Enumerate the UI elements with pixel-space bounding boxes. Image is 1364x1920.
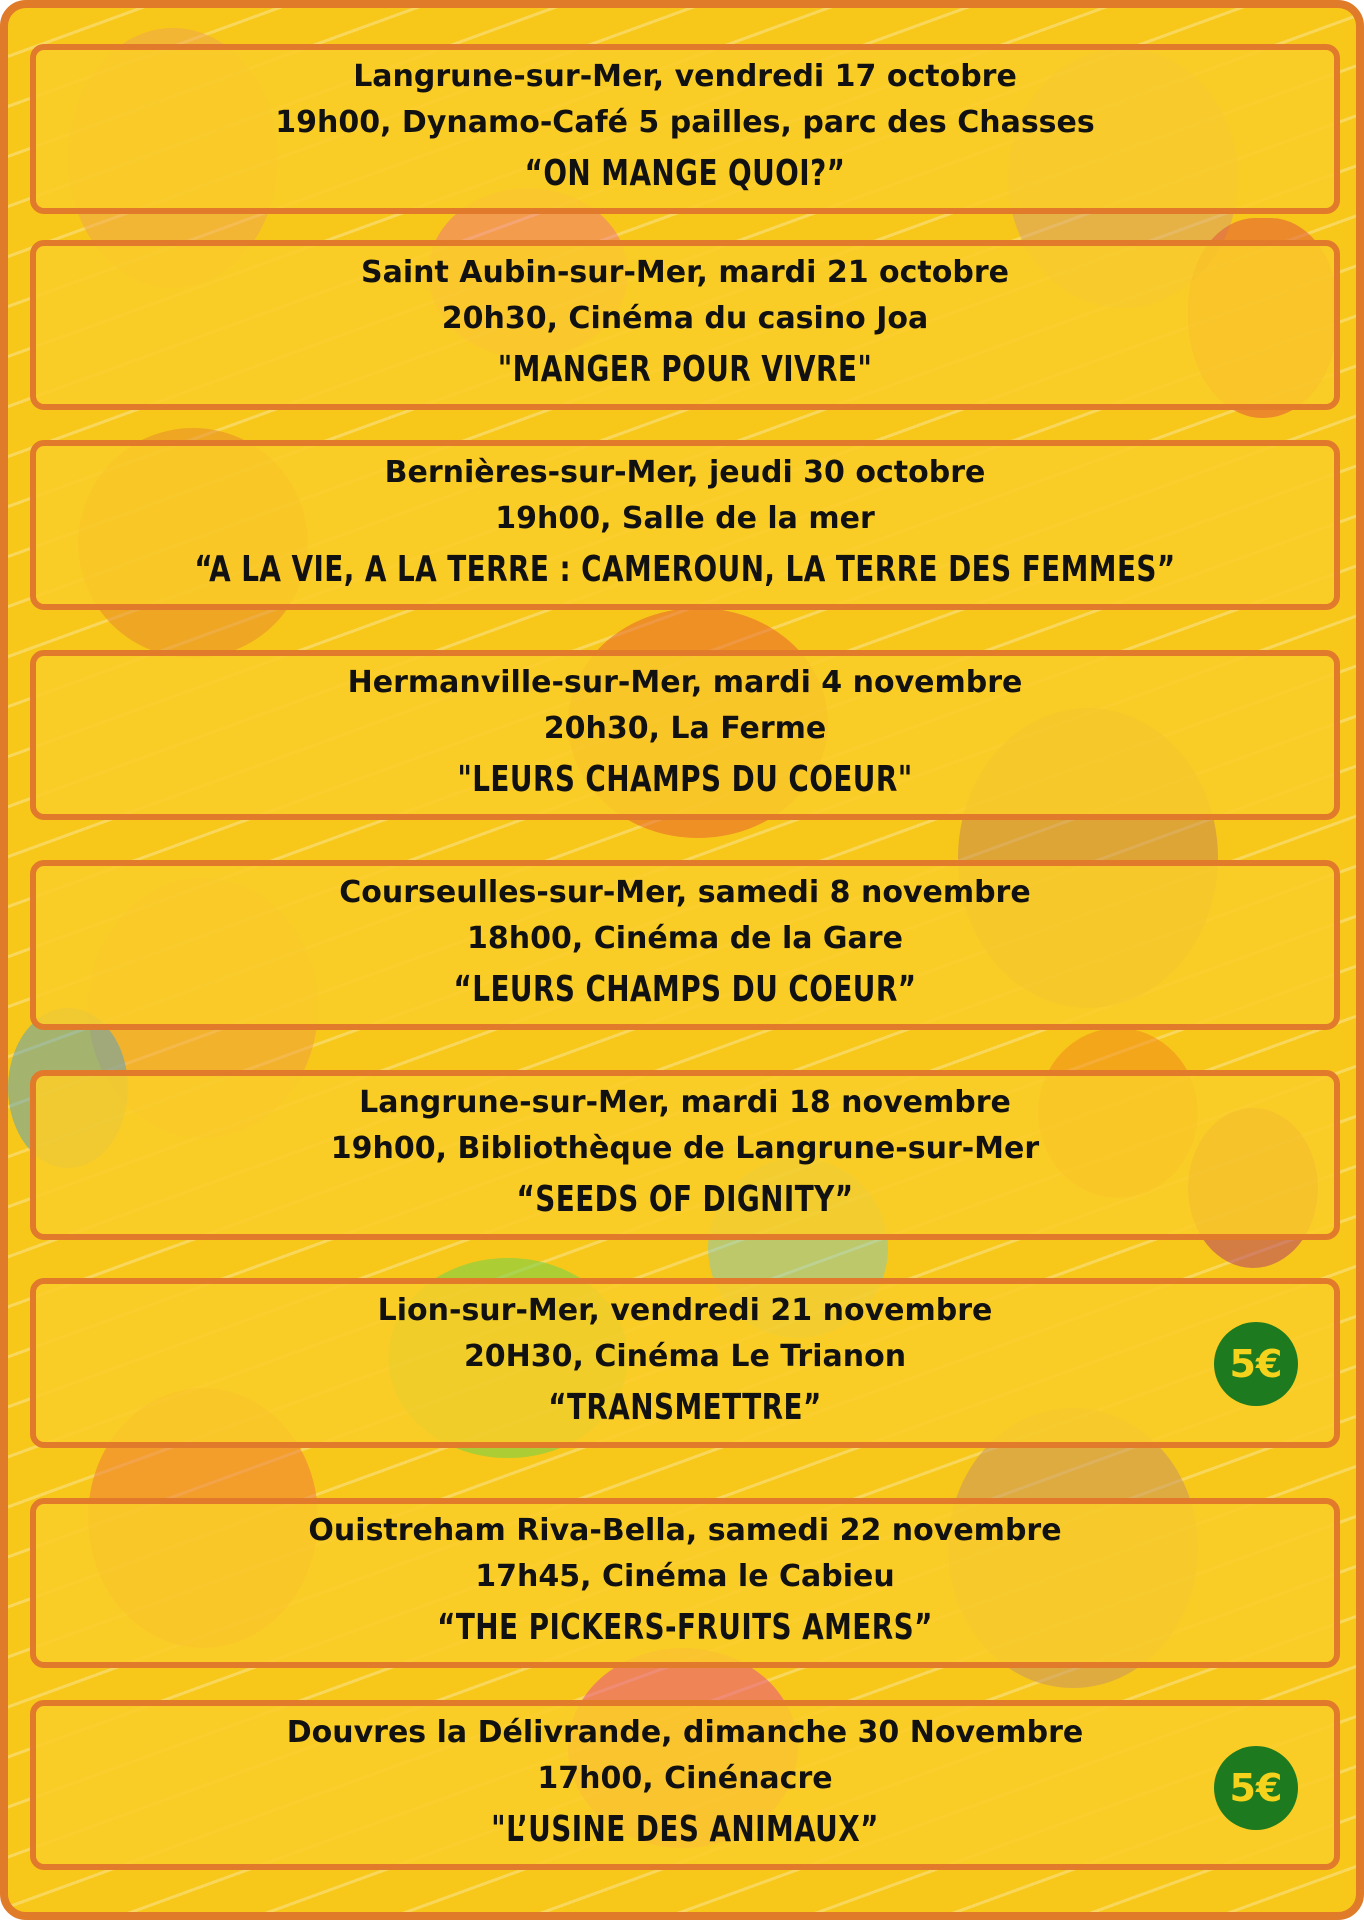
event-card — [30, 44, 1340, 214]
event-place-date: Courseulles-sur-Mer, samedi 8 novembre — [339, 875, 1031, 910]
event-card — [30, 1700, 1340, 1870]
event-place-date: Saint Aubin-sur-Mer, mardi 21 octobre — [361, 255, 1009, 290]
event-place-date: Bernières-sur-Mer, jeudi 30 octobre — [384, 455, 986, 490]
event-time-venue: 19h00, Bibliothèque de Langrune-sur-Mer — [330, 1131, 1040, 1166]
event-place-date: Ouistreham Riva-Bella, samedi 22 novembre — [308, 1513, 1062, 1548]
event-film-title: “A LA VIE, A LA TERRE : CAMEROUN, LA TERRE DES FEMMES” — [194, 549, 1176, 590]
event-place-date: Lion-sur-Mer, vendredi 21 novembre — [377, 1293, 993, 1328]
price-badge: 5€ — [1214, 1322, 1298, 1406]
price-badge: 5€ — [1214, 1746, 1298, 1830]
event-time-venue: 20H30, Cinéma Le Trianon — [463, 1339, 907, 1374]
event-place-date: Langrune-sur-Mer, vendredi 17 octobre — [353, 59, 1017, 94]
event-place-date: Langrune-sur-Mer, mardi 18 novembre — [359, 1085, 1011, 1120]
event-card — [30, 1278, 1340, 1448]
event-time-venue: 20h30, La Ferme — [543, 711, 827, 746]
event-card — [30, 240, 1340, 410]
event-place-date: Hermanville-sur-Mer, mardi 4 novembre — [347, 665, 1023, 700]
event-film-title: “SEEDS OF DIGNITY” — [516, 1179, 854, 1220]
event-card — [30, 440, 1340, 610]
event-film-title: “TRANSMETTRE” — [548, 1387, 822, 1428]
event-time-venue: 19h00, Salle de la mer — [495, 501, 875, 536]
event-time-venue: 20h30, Cinéma du casino Joa — [441, 301, 929, 336]
event-time-venue: 19h00, Dynamo-Café 5 pailles, parc des Chasses — [275, 105, 1095, 140]
event-film-title: “THE PICKERS-FRUITS AMERS” — [437, 1607, 933, 1648]
event-card — [30, 1498, 1340, 1668]
event-time-venue: 17h00, Cinénacre — [537, 1761, 833, 1796]
event-film-title: “ON MANGE QUOI?” — [524, 153, 846, 194]
event-time-venue: 18h00, Cinéma de la Gare — [467, 921, 903, 956]
event-film-title: "L’USINE DES ANIMAUX” — [491, 1809, 879, 1850]
event-time-venue: 17h45, Cinéma le Cabieu — [475, 1559, 895, 1594]
event-film-title: “LEURS CHAMPS DU COEUR” — [453, 969, 917, 1010]
event-card — [30, 650, 1340, 820]
event-film-title: "LEURS CHAMPS DU COEUR" — [457, 759, 913, 800]
event-film-title: "MANGER POUR VIVRE" — [497, 349, 873, 390]
event-card — [30, 1070, 1340, 1240]
event-card — [30, 860, 1340, 1030]
event-place-date: Douvres la Délivrande, dimanche 30 Novembre — [286, 1715, 1084, 1750]
